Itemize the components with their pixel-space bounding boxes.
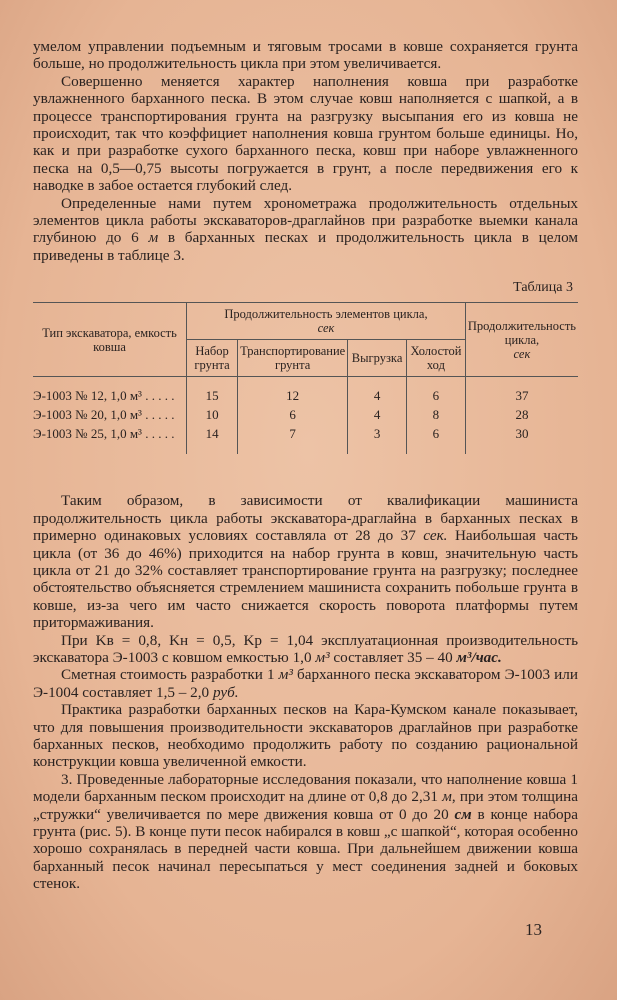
header-cycle-elements: Продолжительность элементов цикла, сек [187, 303, 466, 340]
header-col-fill: Набор грунта [187, 340, 238, 377]
table-row: Э-1003 № 20, 1,0 м³ . . . . . 10 6 4 8 28 [33, 405, 578, 424]
document-page [33, 38, 578, 893]
header-col-unload: Выгрузка [348, 340, 407, 377]
page-number: 13 [525, 920, 542, 939]
table-caption: Таблица 3 [513, 280, 573, 296]
header-excavator-type: Тип экскаватора, емкость ковша [33, 303, 187, 377]
header-col-idle: Холостой ход [406, 340, 465, 377]
paragraph-conclusion-cycle: Таким образом, в зависимости от квалификации машиниста продолжительность цикла работы экскаватора-драглайна в барханных песках в примерно одинаковых условиях составляла от 28 до 37 сек. Наибольшая часть цикла (от 36 до 46%) приходится на набор грунта в ковш, значительную часть цикла от 21 до 32% составляет транспортирование грунта на разгрузку; последнее обстоятельство объясняется стремлением машиниста сохранить побольше грунта в ковше, из-за чего им часто снижается скорость поворота платформы путем притормаживания. [33, 492, 578, 632]
paragraph-cost: Сметная стоимость разработки 1 м³ барханного песка экскаватором Э-1003 или Э-1004 составляет 1,5 – 2,0 руб. [33, 666, 578, 701]
cycle-duration-table [33, 302, 578, 454]
paragraph-lab-research: 3. Проведенные лабораторные исследования показали, что наполнение ковша 1 модели барханным песком происходит на длине от 0,8 до 2,31 м, при этом толщина „стружки“ увеличивается по мере движения ковша от 0 до 20 см в конце набора грунта (рис. 5). В конце пути песок набирался в ковш „с шапкой“, которая особенно хорошо сохранялась в передней части ковша. При дальнейшем движении ковша барханный песок начинал пересыпаться у мест соединения задней и боковых стенок. [33, 770, 578, 893]
paragraph-moist-sand: Совершенно меняется характер наполнения ковша при разработке увлажненного барханного песка. В этом случае ковш наполняется с шапкой, а в процессе транспортирования грунта на разгрузку высыпания его из ковша не происходит, так что коэффициет наполнения ковша грунтом больше единицы. Но, как и при разработке сухого барханного песка, ковш при наборе увлажненного песка на 0,5—0,75 высоты погружается в грунт, а после передвижения его к наводке в забое остается глубокий след. [33, 72, 578, 195]
table-row: Э-1003 № 25, 1,0 м³ . . . . . 14 7 3 6 30 [33, 424, 578, 454]
paragraph-timing-intro: Определенные нами путем хронометража продолжительность отдельных элементов цикла работы экскаваторов-драглайнов при разработке выемки канала глубиною до 6 м в барханных песках и продолжительность цикла в целом приведены в таблице 3. [33, 194, 578, 264]
header-cycle-total: Продолжительность цикла, сек [465, 303, 578, 377]
paragraph-practice: Практика разработки барханных песков на Кара-Кумском канале показывает, что для повышения производительности экскаваторов драглайнов при разработке барханных песков, необходимо продолжить работу по созданию рациональной конструкции ковша увеличенной емкости. [33, 701, 578, 771]
table-row: Э-1003 № 12, 1,0 м³ . . . . . 15 12 4 6 37 [33, 377, 578, 406]
paragraph-productivity: При Kв = 0,8, Kн = 0,5, Kр = 1,04 эксплуатационная производительность экскаватора Э-1003 с ковшом емкостью 1,0 м³ составляет 35 – 40 м³/час. [33, 631, 578, 666]
header-col-transport: Транспортирование грунта [238, 340, 348, 377]
paragraph-continuation: умелом управлении подъемным и тяговым тросами в ковше сохраняется грунта больше, но продолжительность цикла при этом увеличивается. [33, 38, 578, 73]
